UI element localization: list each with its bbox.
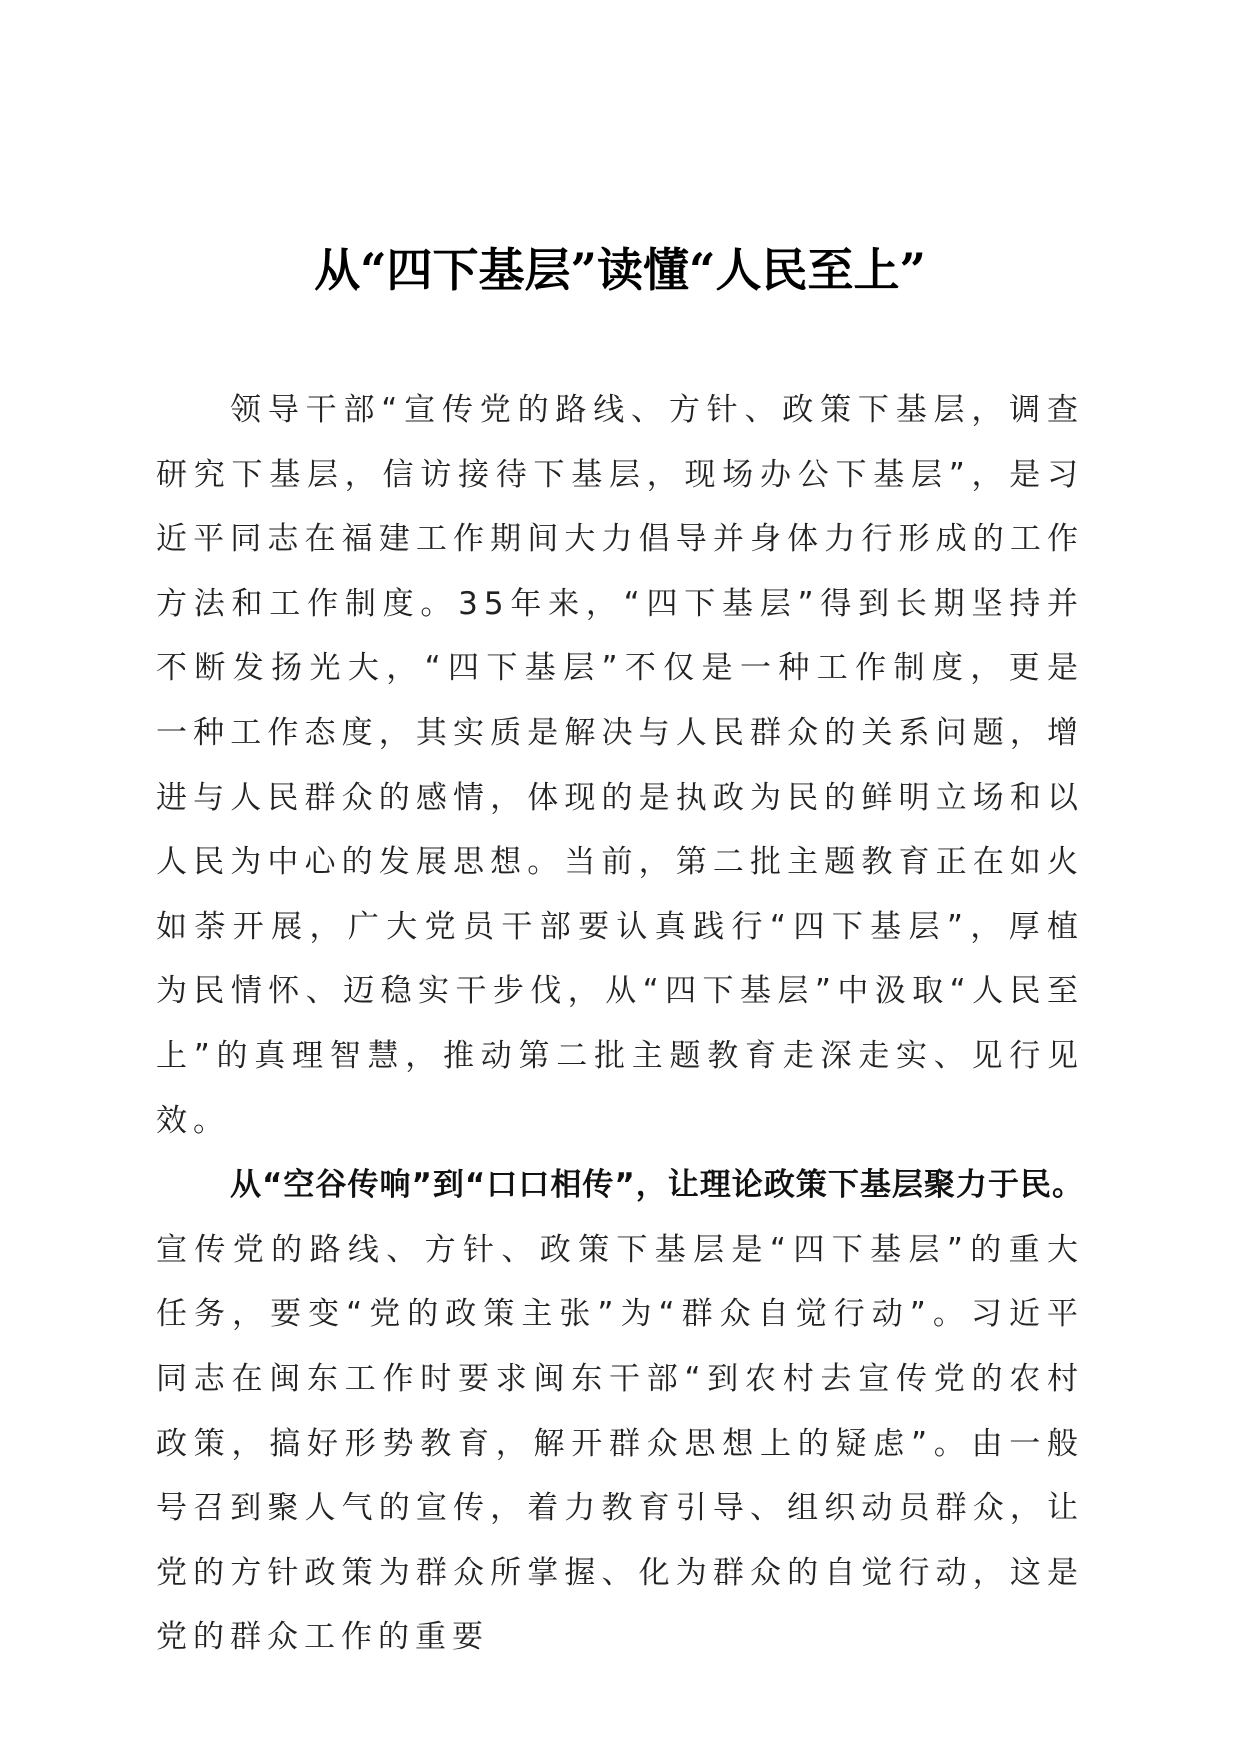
paragraph-policy-text: 宣传党的路线、方针、政策下基层是“四下基层”的重大任务，要变“党的政策主张”为“群众自觉行动”。习近平同志在闽东工作时要求闽东干部“到农村去宣传党的农村政策，搞好形势教育，解开群众思想上的疑虑”。由一般号召到聚人气的宣传，着力教育引导、组织动员群众，让党的方针政策为群众所掌握、化为群众的自觉行动，这是党的群众工作的重要 bbox=[156, 1231, 1084, 1656]
paragraph-policy bbox=[156, 1153, 1084, 1670]
paragraph-intro-text: 领导干部“宣传党的路线、方针、政策下基层，调查研究下基层，信访接待下基层，现场办公下基层”，是习近平同志在福建工作期间大力倡导并身体力行形成的工作方法和工作制度。35年来，“四下基层”得到长期坚持并不断发扬光大，“四下基层”不仅是一种工作制度，更是一种工作态度，其实质是解决与人民群众的关系问题，增进与人民群众的感情，体现的是执政为民的鲜明立场和以人民为中心的发展思想。当前，第二批主题教育正在如火如荼开展，广大党员干部要认真践行“四下基层”，厚植为民情怀、迈稳实干步伐，从“四下基层”中汲取“人民至上”的真理智慧，推动第二批主题教育走深走实、见行见效。 bbox=[156, 392, 1084, 1139]
paragraph-policy-heading: 从“空谷传响”到“口口相传”，让理论政策下基层聚力于民。 bbox=[230, 1167, 1084, 1204]
article-body bbox=[156, 378, 1084, 1670]
paragraph-intro bbox=[156, 378, 1084, 1153]
page-title: 从“四下基层”读懂“人民至上” bbox=[314, 243, 926, 297]
